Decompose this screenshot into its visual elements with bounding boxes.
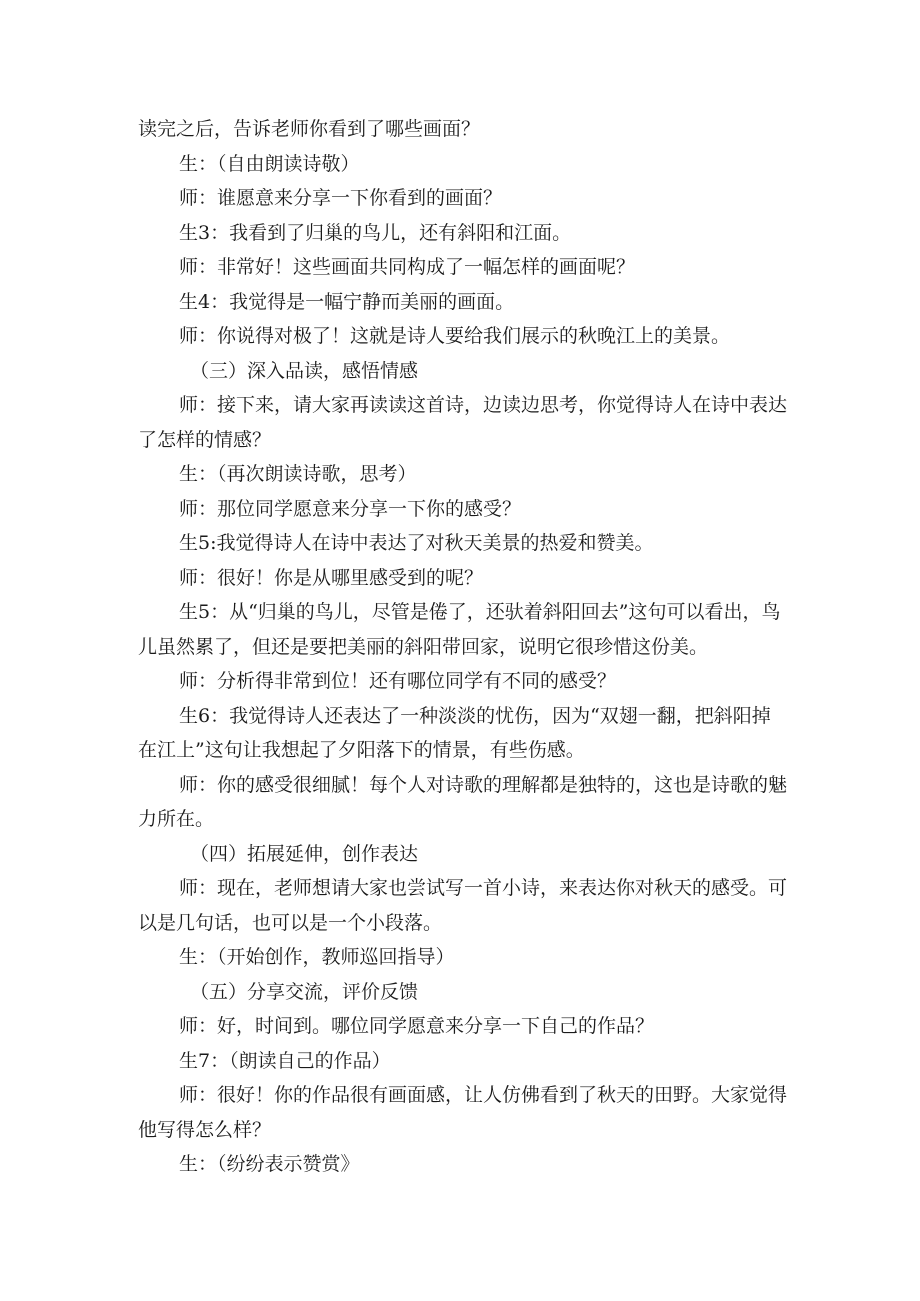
dialogue-line: 师：谁愿意来分享一下你看到的画面？: [179, 187, 503, 209]
section-heading: （四）拓展延伸，创作表达: [190, 842, 419, 865]
dialogue-line: 师：现在，老师想请大家也尝试写一首小诗，来表达你对秋天的感受。可以是几句话，也可以是一个小段落。: [138, 877, 788, 934]
dialogue-line: 师：你的感受很细腻！每个人对诗歌的理解都是独特的，这也是诗歌的魅力所在。: [138, 773, 788, 830]
dialogue-line: 生：（再次朗读诗歌，思考）: [179, 463, 417, 485]
dialogue-line: 师：接下来，请大家再读读这首诗，边读边思考，你觉得诗人在诗中表达了怎样的情感？: [138, 394, 788, 451]
dialogue-line: 生3：我看到了归巢的鸟儿，还有斜阳和江面。: [179, 221, 572, 244]
dialogue-line: 师：那位同学愿意来分享一下你的感受？: [179, 497, 522, 520]
dialogue-line: 生6：我觉得诗人还表达了一种淡淡的忧伤，因为“双翅一翻，把斜阳掉在江上”这句让我想起了夕阳落下的情景，有些伤感。: [138, 704, 771, 761]
dialogue-line: 师：很好！你是从哪里感受到的呢？: [179, 566, 484, 589]
dialogue-line: 师：分析得非常到位！还有哪位同学有不同的感受？: [179, 670, 617, 692]
dialogue-line: 生5：从“归巢的鸟儿，尽管是倦了，还驮着斜阳回去”这句可以看出，鸟儿虽然累了，但还是要把美丽的斜阳带回家，说明它很珍惜这份美。: [138, 601, 781, 658]
dialogue-line: 师：很好！你的作品很有画面感，让人仿佛看到了秋天的田野。大家觉得他写得怎么样？: [138, 1084, 788, 1141]
dialogue-line: 生7：（朗读自己的作品）: [179, 1049, 391, 1072]
section-heading: （五）分享交流，评价反馈: [190, 980, 419, 1003]
dialogue-line: 生：（自由朗读诗敬）: [179, 152, 360, 175]
section-heading: （三）深入品读，感悟情感: [190, 359, 419, 382]
dialogue-line: 生：（开始创作，教师巡回指导）: [179, 946, 455, 968]
dialogue-line: 师：非常好！这些画面共同构成了一幅怎样的画面呢？: [179, 256, 636, 278]
dialogue-line: 生5:我觉得诗人在诗中表达了对秋天美景的热爱和赞美。: [179, 532, 654, 554]
paragraph: 读完之后，告诉老师你看到了哪些画面？: [138, 118, 481, 140]
dialogue-line: 师：你说得对极了！这就是诗人要给我们展示的秋晚江上的美景。: [179, 325, 731, 347]
dialogue-line: 生：（纷纷表示赞赏》: [179, 1153, 360, 1175]
dialogue-line: 生4：我觉得是一幅宁静而美丽的画面。: [179, 290, 515, 313]
dialogue-line: 师：好，时间到。哪位同学愿意来分享一下自己的作品？: [179, 1015, 655, 1037]
document-body: [138, 112, 788, 1182]
